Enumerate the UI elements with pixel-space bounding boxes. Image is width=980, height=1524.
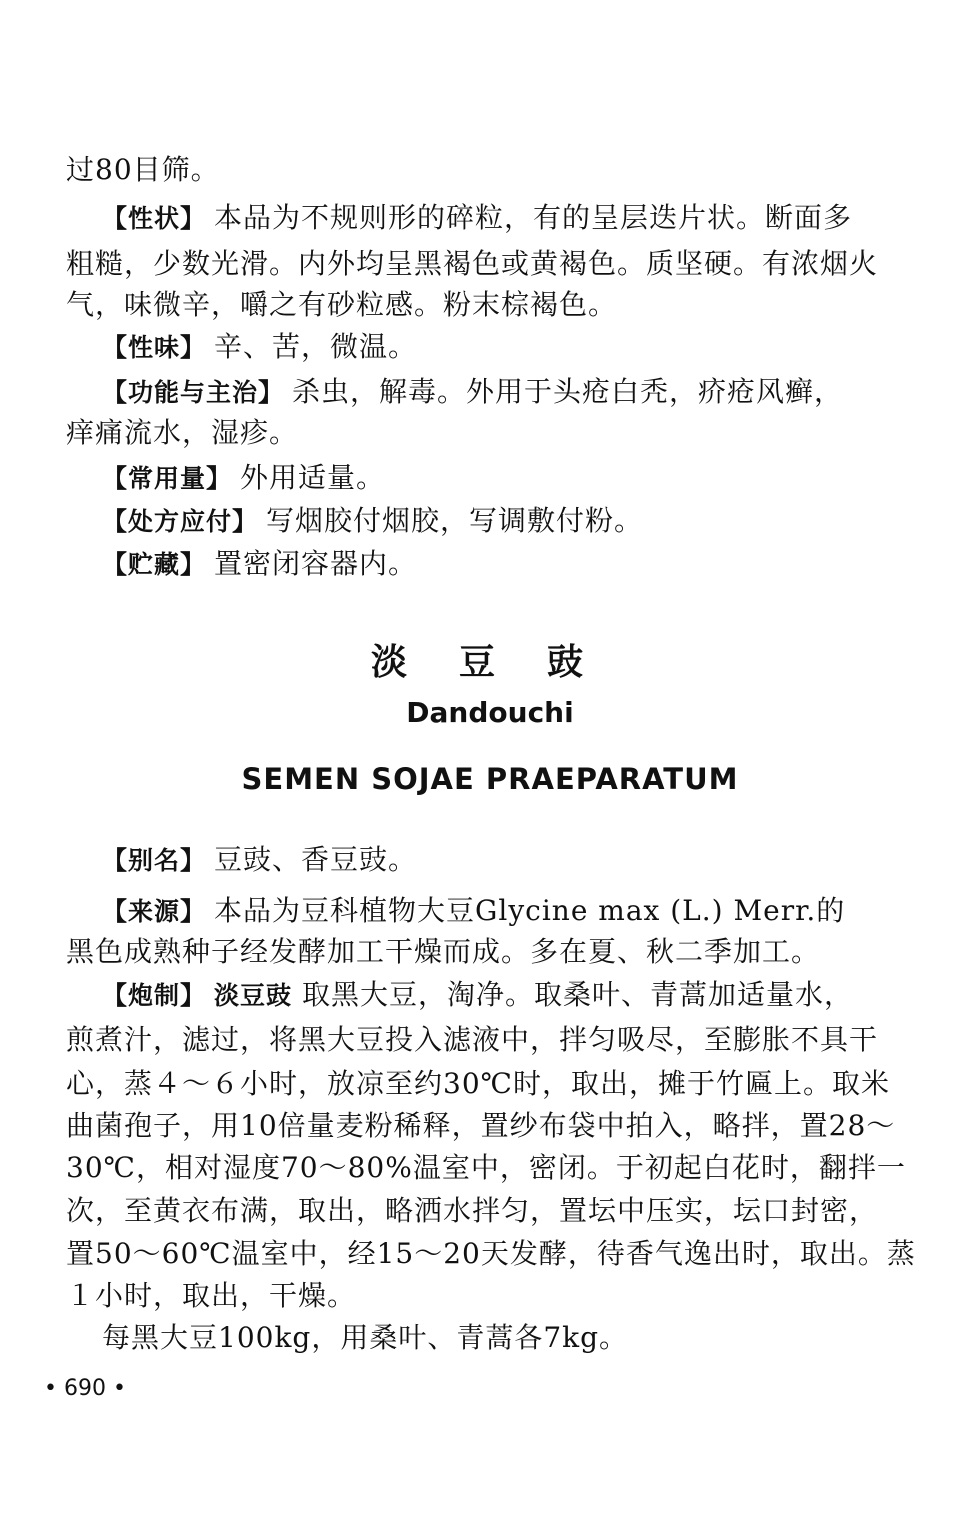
text-line: 杀虫，解毒。外用于头疮白秃，疥疮风癣， bbox=[292, 375, 844, 408]
section-paozhi bbox=[102, 977, 902, 1014]
section-tag: 【处方应付】 bbox=[102, 507, 259, 536]
text-line: 每黑大豆100kg，用桑叶、青蒿各7kg。 bbox=[102, 1321, 629, 1354]
text-line: 置50～60℃温室中，经15～20天发酵，待香气逸出时，取出。蒸 bbox=[66, 1237, 916, 1270]
section-tag: 【常用量】 bbox=[102, 464, 233, 493]
section-tag: 【性味】 bbox=[102, 333, 207, 362]
section-tag: 【贮藏】 bbox=[102, 550, 207, 579]
text-line: 过80目筛。 bbox=[66, 153, 220, 186]
text-line: １小时，取出，干燥。 bbox=[66, 1279, 357, 1312]
entry-title-chinese: 淡豆豉 bbox=[370, 642, 635, 683]
text-line: 本品为不规则形的碎粒，有的呈层迭片状。断面多 bbox=[214, 201, 853, 234]
text-line: 痒痛流水，湿疹。 bbox=[66, 416, 299, 449]
section-tag: 【性状】 bbox=[102, 204, 207, 233]
section-tag: 【别名】 bbox=[102, 846, 207, 875]
section-tag: 【来源】 bbox=[102, 897, 207, 926]
text-line: 煎煮汁，滤过，将黑大豆投入滤液中，拌匀吸尽，至膨胀不具干 bbox=[66, 1023, 879, 1056]
section-xingzhuang bbox=[102, 200, 902, 237]
section-zhucang bbox=[102, 546, 902, 583]
section-xingwei bbox=[102, 329, 902, 366]
text-line: 30℃，相对湿度70～80%温室中，密闭。于初起白花时，翻拌一 bbox=[66, 1151, 906, 1184]
text-line: 本品为豆科植物大豆Glycine max (L.) Merr.的 bbox=[214, 894, 846, 927]
text-line: 气，味微辛，嚼之有砂粒感。粉末棕褐色。 bbox=[66, 288, 618, 321]
text-line: 辛、苦，微温。 bbox=[214, 330, 418, 363]
section-gongneng bbox=[102, 374, 902, 411]
text-line: 曲菌孢子，用10倍量麦粉稀释，置纱布袋中拍入，略拌，置28～ bbox=[66, 1109, 896, 1142]
text-line: 取黑大豆，淘净。取桑叶、青蒿加适量水， bbox=[302, 978, 854, 1011]
section-laiyuan bbox=[102, 893, 902, 930]
section-yongliang bbox=[102, 460, 902, 497]
text-line: 粗糙，少数光滑。内外均呈黑褐色或黄褐色。质坚硬。有浓烟火 bbox=[66, 247, 879, 280]
text-line: 豆豉、香豆豉。 bbox=[214, 843, 418, 876]
text-line: 置密闭容器内。 bbox=[214, 547, 418, 580]
entry-title-pinyin: Dandouchi bbox=[406, 696, 574, 729]
section-chufang bbox=[102, 503, 902, 540]
text-line: 写烟胶付烟胶，写调敷付粉。 bbox=[266, 504, 644, 537]
entry-title-latin: SEMEN SOJAE PRAEPARATUM bbox=[241, 762, 739, 796]
text-line: 心，蒸４～６小时，放凉至约30℃时，取出，摊于竹匾上。取米 bbox=[66, 1067, 890, 1100]
bold-term: 淡豆豉 bbox=[214, 981, 293, 1010]
section-bieming bbox=[102, 842, 902, 879]
text-line: 外用适量。 bbox=[240, 461, 386, 494]
section-tag: 【炮制】 bbox=[102, 981, 207, 1010]
section-tag: 【功能与主治】 bbox=[102, 378, 285, 407]
text-line: 次，至黄衣布满，取出，略洒水拌匀，置坛中压实，坛口封密， bbox=[66, 1194, 879, 1227]
text-line: 黑色成熟种子经发酵加工干燥而成。多在夏、秋二季加工。 bbox=[66, 935, 821, 968]
page-number: • 690 • bbox=[44, 1376, 126, 1401]
